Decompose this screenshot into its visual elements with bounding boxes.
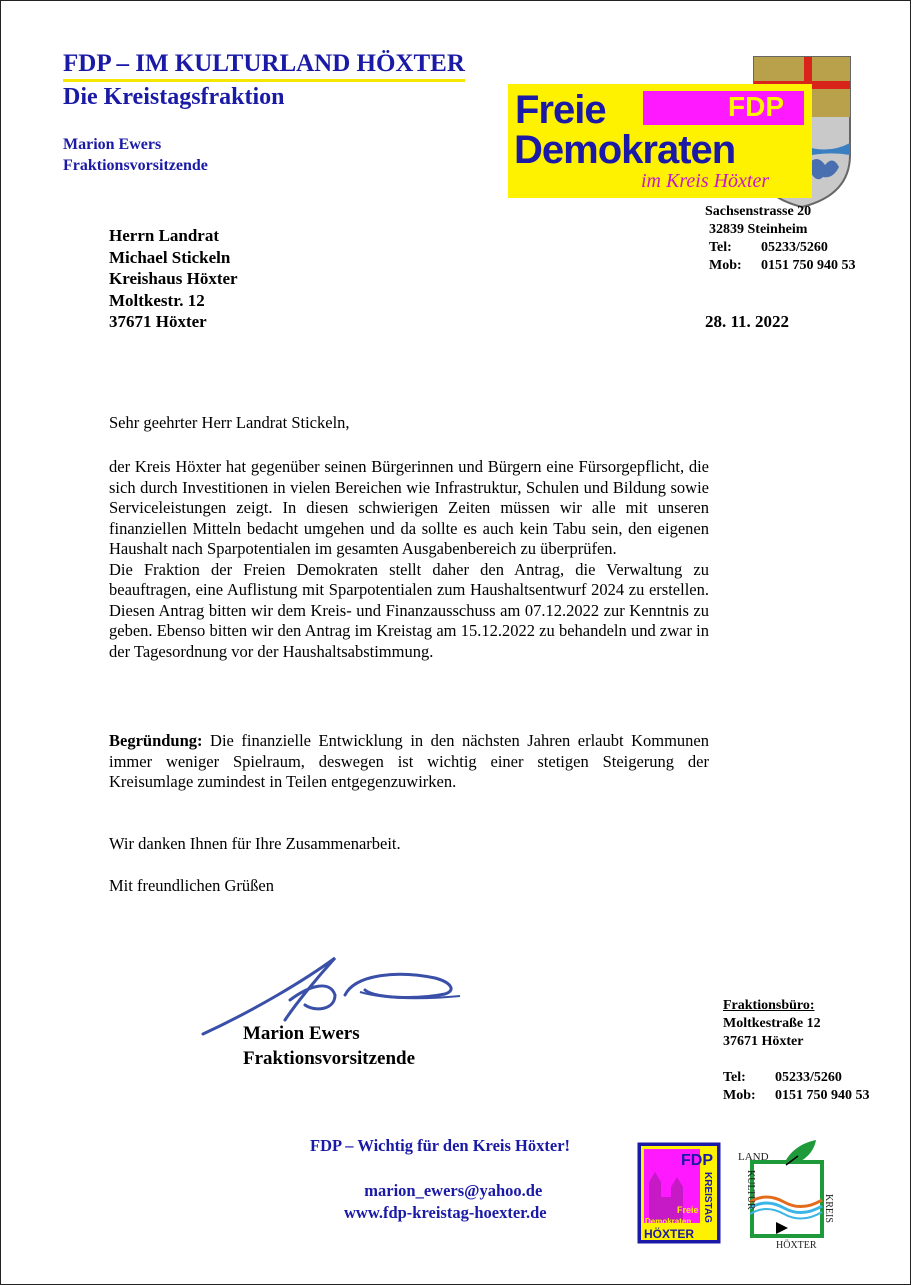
footer-email-link[interactable]: marion_ewers@yahoo.de [364, 1181, 543, 1200]
sender-tel-label: Tel: [709, 240, 732, 255]
footer-website-link[interactable]: www.fdp-kreistag-hoexter.de [344, 1203, 547, 1222]
kultur-kultur: KULTUR [745, 1170, 756, 1210]
signer-block [243, 1021, 415, 1071]
recipient-line: Moltkestr. 12 [109, 290, 205, 310]
footer-contact [344, 1180, 547, 1224]
recipient-line: Michael Stickeln [109, 247, 231, 267]
office-label: Fraktionsbüro: [723, 998, 815, 1013]
sender-block [705, 203, 856, 275]
reason-label: Begründung: [109, 731, 203, 750]
thanks: Wir danken Ihnen für Ihre Zusammenarbeit. [109, 834, 401, 853]
office-mob-label: Mob: [723, 1088, 756, 1103]
badge-kreistag: KREISTAG [702, 1172, 713, 1223]
kultur-hoexter: HÖXTER [776, 1240, 817, 1250]
sender-street: Sachsenstrasse 20 [705, 204, 812, 219]
office-tel-row [723, 1069, 870, 1087]
badge-demokraten: Demokraten [645, 1217, 692, 1226]
recipient-line: Kreishaus Höxter [109, 269, 238, 288]
badge-hoexter: HÖXTER [644, 1227, 695, 1241]
office-street: Moltkestraße 12 [723, 1016, 821, 1031]
logo-fdp: FDP [728, 91, 784, 122]
office-mob: 0151 750 940 53 [775, 1088, 870, 1103]
kulturland-logo [736, 1138, 838, 1250]
recipient-line: 37671 Höxter [109, 312, 207, 331]
closing: Mit freundlichen Grüßen [109, 876, 274, 895]
salutation [109, 413, 709, 434]
sender-mob-row [705, 257, 856, 275]
sender-city: 32839 Steinheim [709, 222, 808, 237]
letter-date: 28. 11. 2022 [705, 312, 790, 331]
chair-name: Marion Ewers [63, 136, 162, 153]
chair-block [63, 134, 208, 176]
paragraph-2-text: Die Fraktion der Freien Demokraten stellt daher den Antrag, die Verwaltung zu beauftragen, eine Auflistung mit Sparpotentialen zum Haushaltsentwurf 2024 zu erstellen. Diesen Antrag bitten wir dem Kreis- und Finanzausschuss am 07.12.2022 zur Kenntnis zu geben. Ebenso bitten wir den Antrag im Kreistag am 15.12.2022 zu behandeln und zwar in der Tagesordnung vor der Haushaltsabstimmung. [109, 559, 709, 661]
office-mob-row [723, 1087, 870, 1105]
office-tel-label: Tel: [723, 1070, 746, 1085]
org-title: FDP – IM KULTURLAND HÖXTER [63, 50, 465, 82]
reason-paragraph [109, 731, 709, 793]
reason-text: Die finanzielle Entwicklung in den nächsten Jahren erlaubt Kommunen immer weniger Spielraum, deswegen ist wichtig einer stetigen Steigerung der Kreisumlage zumindest in Teilen entgegenzuwirken. [109, 731, 709, 791]
sender-tel-row [705, 239, 856, 257]
signer-name: Marion Ewers [243, 1023, 360, 1044]
chair-role: Fraktionsvorsitzende [63, 157, 208, 174]
badge-fdp: FDP [681, 1152, 713, 1169]
paragraph-1 [109, 457, 709, 662]
recipient-address [109, 225, 238, 333]
fdp-kreistag-badge [637, 1142, 721, 1244]
signer-role: Fraktionsvorsitzende [243, 1048, 416, 1069]
sender-mob-label: Mob: [709, 258, 742, 273]
logo-demokraten: Demokraten [514, 128, 736, 172]
recipient-line: Herrn Landrat [109, 226, 220, 245]
logo-region: im Kreis Höxter [641, 170, 770, 192]
office-block [723, 997, 870, 1105]
sender-tel: 05233/5260 [761, 240, 828, 255]
sender-mob: 0151 750 940 53 [761, 258, 856, 273]
paragraph-1-text: der Kreis Höxter hat gegenüber seinen Bürgerinnen und Bürgern eine Fürsorgepflicht, die sich durch Investitionen in vielen Bereichen wie Infrastruktur, Schulen und Bildung sowie Serviceleistungen zeigt. In diesen schwierigen Zeiten müssen wir alle mit unseren finanziellen Mitteln bedacht umgehen und da sollte es auch kein Tabu sein, den eigenen Haushalt nach Sparpotentialen im gesamten Ausgabenbereich zu überprüfen. [109, 457, 709, 558]
org-subtitle: Die Kreistagsfraktion [63, 84, 285, 110]
logo-freie: Freie [515, 88, 606, 132]
footer-slogan: FDP – Wichtig für den Kreis Höxter! [310, 1136, 571, 1155]
office-city: 37671 Höxter [723, 1034, 804, 1049]
kultur-land: LAND [738, 1151, 769, 1163]
kultur-kreis: KREIS [823, 1194, 834, 1223]
badge-freie: Freie [677, 1205, 699, 1215]
salutation-text: Sehr geehrter Herr Landrat Stickeln, [109, 413, 350, 432]
office-tel: 05233/5260 [775, 1070, 842, 1085]
